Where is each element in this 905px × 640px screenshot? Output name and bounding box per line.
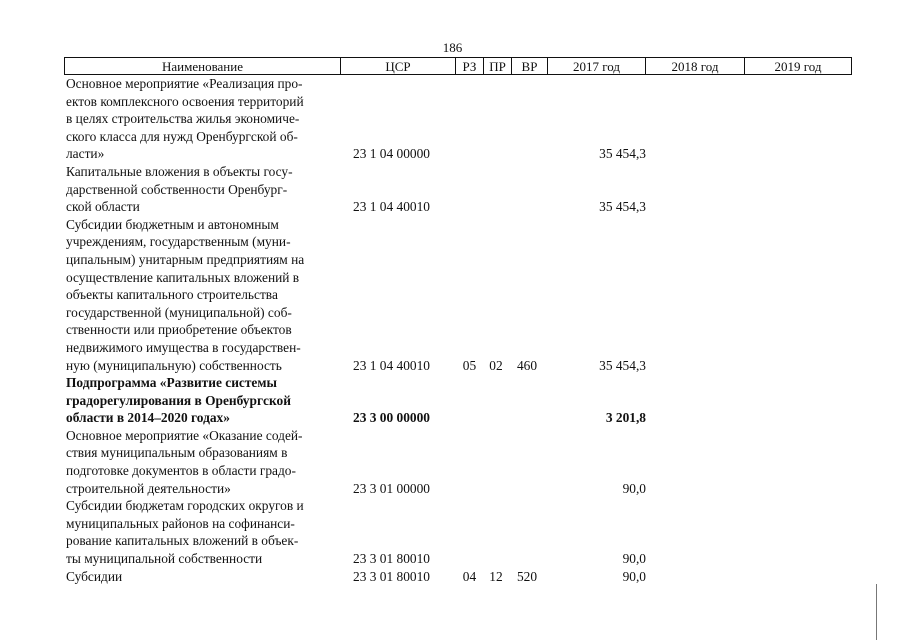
table-row	[66, 568, 866, 586]
row-name-line: ственности или приобретение объектов	[66, 322, 292, 338]
row-name-line: ектов комплексного освоения территорий	[66, 93, 304, 109]
row-name-line: Подпрограмма «Развитие системы	[66, 375, 277, 391]
row-2017: 90,0	[622, 568, 646, 584]
row-csr: 23 1 04 40010	[353, 199, 430, 215]
row-name-line: осуществление капитальных вложений в	[66, 269, 300, 285]
row-name	[66, 163, 339, 216]
row-name-line: учреждениям, государственным (муни-	[66, 234, 291, 250]
row-pr: 12	[489, 568, 503, 584]
row-2017: 90,0	[622, 480, 646, 496]
row-2017: 35 454,3	[599, 146, 646, 162]
col-header-2019: 2019 год	[745, 58, 852, 75]
scan-margin-line	[876, 584, 877, 640]
row-2017: 90,0	[622, 551, 646, 567]
table-body	[66, 75, 866, 585]
row-name-line: градорегулирования в Оренбургской	[66, 392, 291, 408]
header-row	[65, 58, 852, 75]
row-name	[66, 497, 339, 567]
col-header-2018: 2018 год	[646, 58, 745, 75]
row-name-line: рование капитальных вложений в объек-	[66, 533, 299, 549]
row-name-line: в целях строительства жилья экономиче-	[66, 111, 300, 127]
col-header-name: Наименование	[65, 58, 341, 75]
row-name-line: ты муниципальной собственности	[66, 551, 263, 567]
row-name-line: ласти»	[66, 146, 105, 162]
row-name-line: Субсидии	[66, 568, 123, 584]
row-name-line: недвижимого имущества в государствен-	[66, 339, 301, 355]
row-2017: 3 201,8	[605, 410, 646, 426]
row-name-line: области в 2014–2020 годах»	[66, 410, 230, 426]
row-2017: 35 454,3	[599, 357, 646, 373]
row-name-line: муниципальных районов на софинанси-	[66, 515, 295, 531]
table-row	[66, 427, 866, 497]
table-row	[66, 374, 866, 427]
row-name	[66, 427, 339, 497]
row-name-line: Капитальные вложения в объекты госу-	[66, 163, 293, 179]
row-name-line: Основное мероприятие «Реализация про-	[66, 76, 303, 91]
row-2017: 35 454,3	[599, 199, 646, 215]
row-name-line: Субсидии бюджетам городских округов и	[66, 498, 304, 514]
row-rz: 04	[462, 568, 477, 584]
table-header	[64, 57, 852, 75]
row-csr: 23 1 04 00000	[353, 146, 430, 162]
row-name-line: ную (муниципальную) собственность	[66, 357, 282, 373]
col-header-vr: ВР	[512, 58, 548, 75]
row-name-line: строительной деятельности»	[66, 480, 231, 496]
row-name	[66, 216, 339, 374]
row-name-line: подготовке документов в области градо-	[66, 463, 296, 479]
row-csr: 23 3 00 00000	[353, 410, 430, 426]
row-rz: 05	[462, 357, 477, 373]
col-header-csr: ЦСР	[341, 58, 456, 75]
row-vr: 520	[516, 568, 538, 584]
row-csr: 23 3 01 80010	[353, 551, 430, 567]
page-number: 186	[442, 40, 463, 55]
table-row	[66, 163, 866, 216]
table-row	[66, 216, 866, 374]
row-csr: 23 1 04 40010	[353, 357, 430, 373]
row-name-line: ствия муниципальным образованиям в	[66, 445, 288, 461]
row-csr: 23 3 01 80010	[353, 568, 430, 584]
row-name-line: Основное мероприятие «Оказание содей-	[66, 427, 303, 443]
row-csr: 23 3 01 00000	[353, 480, 430, 496]
row-name-line: государственной (муниципальной) соб-	[66, 304, 292, 320]
row-pr: 02	[489, 357, 503, 373]
row-name-line: ципальным) унитарным предприятиям на	[66, 251, 305, 267]
row-name	[66, 374, 339, 427]
row-name-line: ской области	[66, 199, 140, 215]
table-row	[66, 497, 866, 567]
row-name-line: дарственной собственности Оренбург-	[66, 181, 288, 197]
row-name-line: ского класса для нужд Оренбургской об-	[66, 128, 298, 144]
row-vr: 460	[516, 357, 538, 373]
col-header-rz: РЗ	[456, 58, 484, 75]
col-header-2017: 2017 год	[548, 58, 646, 75]
row-name-line: объекты капитального строительства	[66, 287, 278, 303]
col-header-pr: ПР	[484, 58, 512, 75]
row-name	[66, 75, 339, 163]
row-name	[66, 568, 339, 586]
row-name-line: Субсидии бюджетным и автономным	[66, 216, 279, 232]
table-row	[66, 75, 866, 163]
